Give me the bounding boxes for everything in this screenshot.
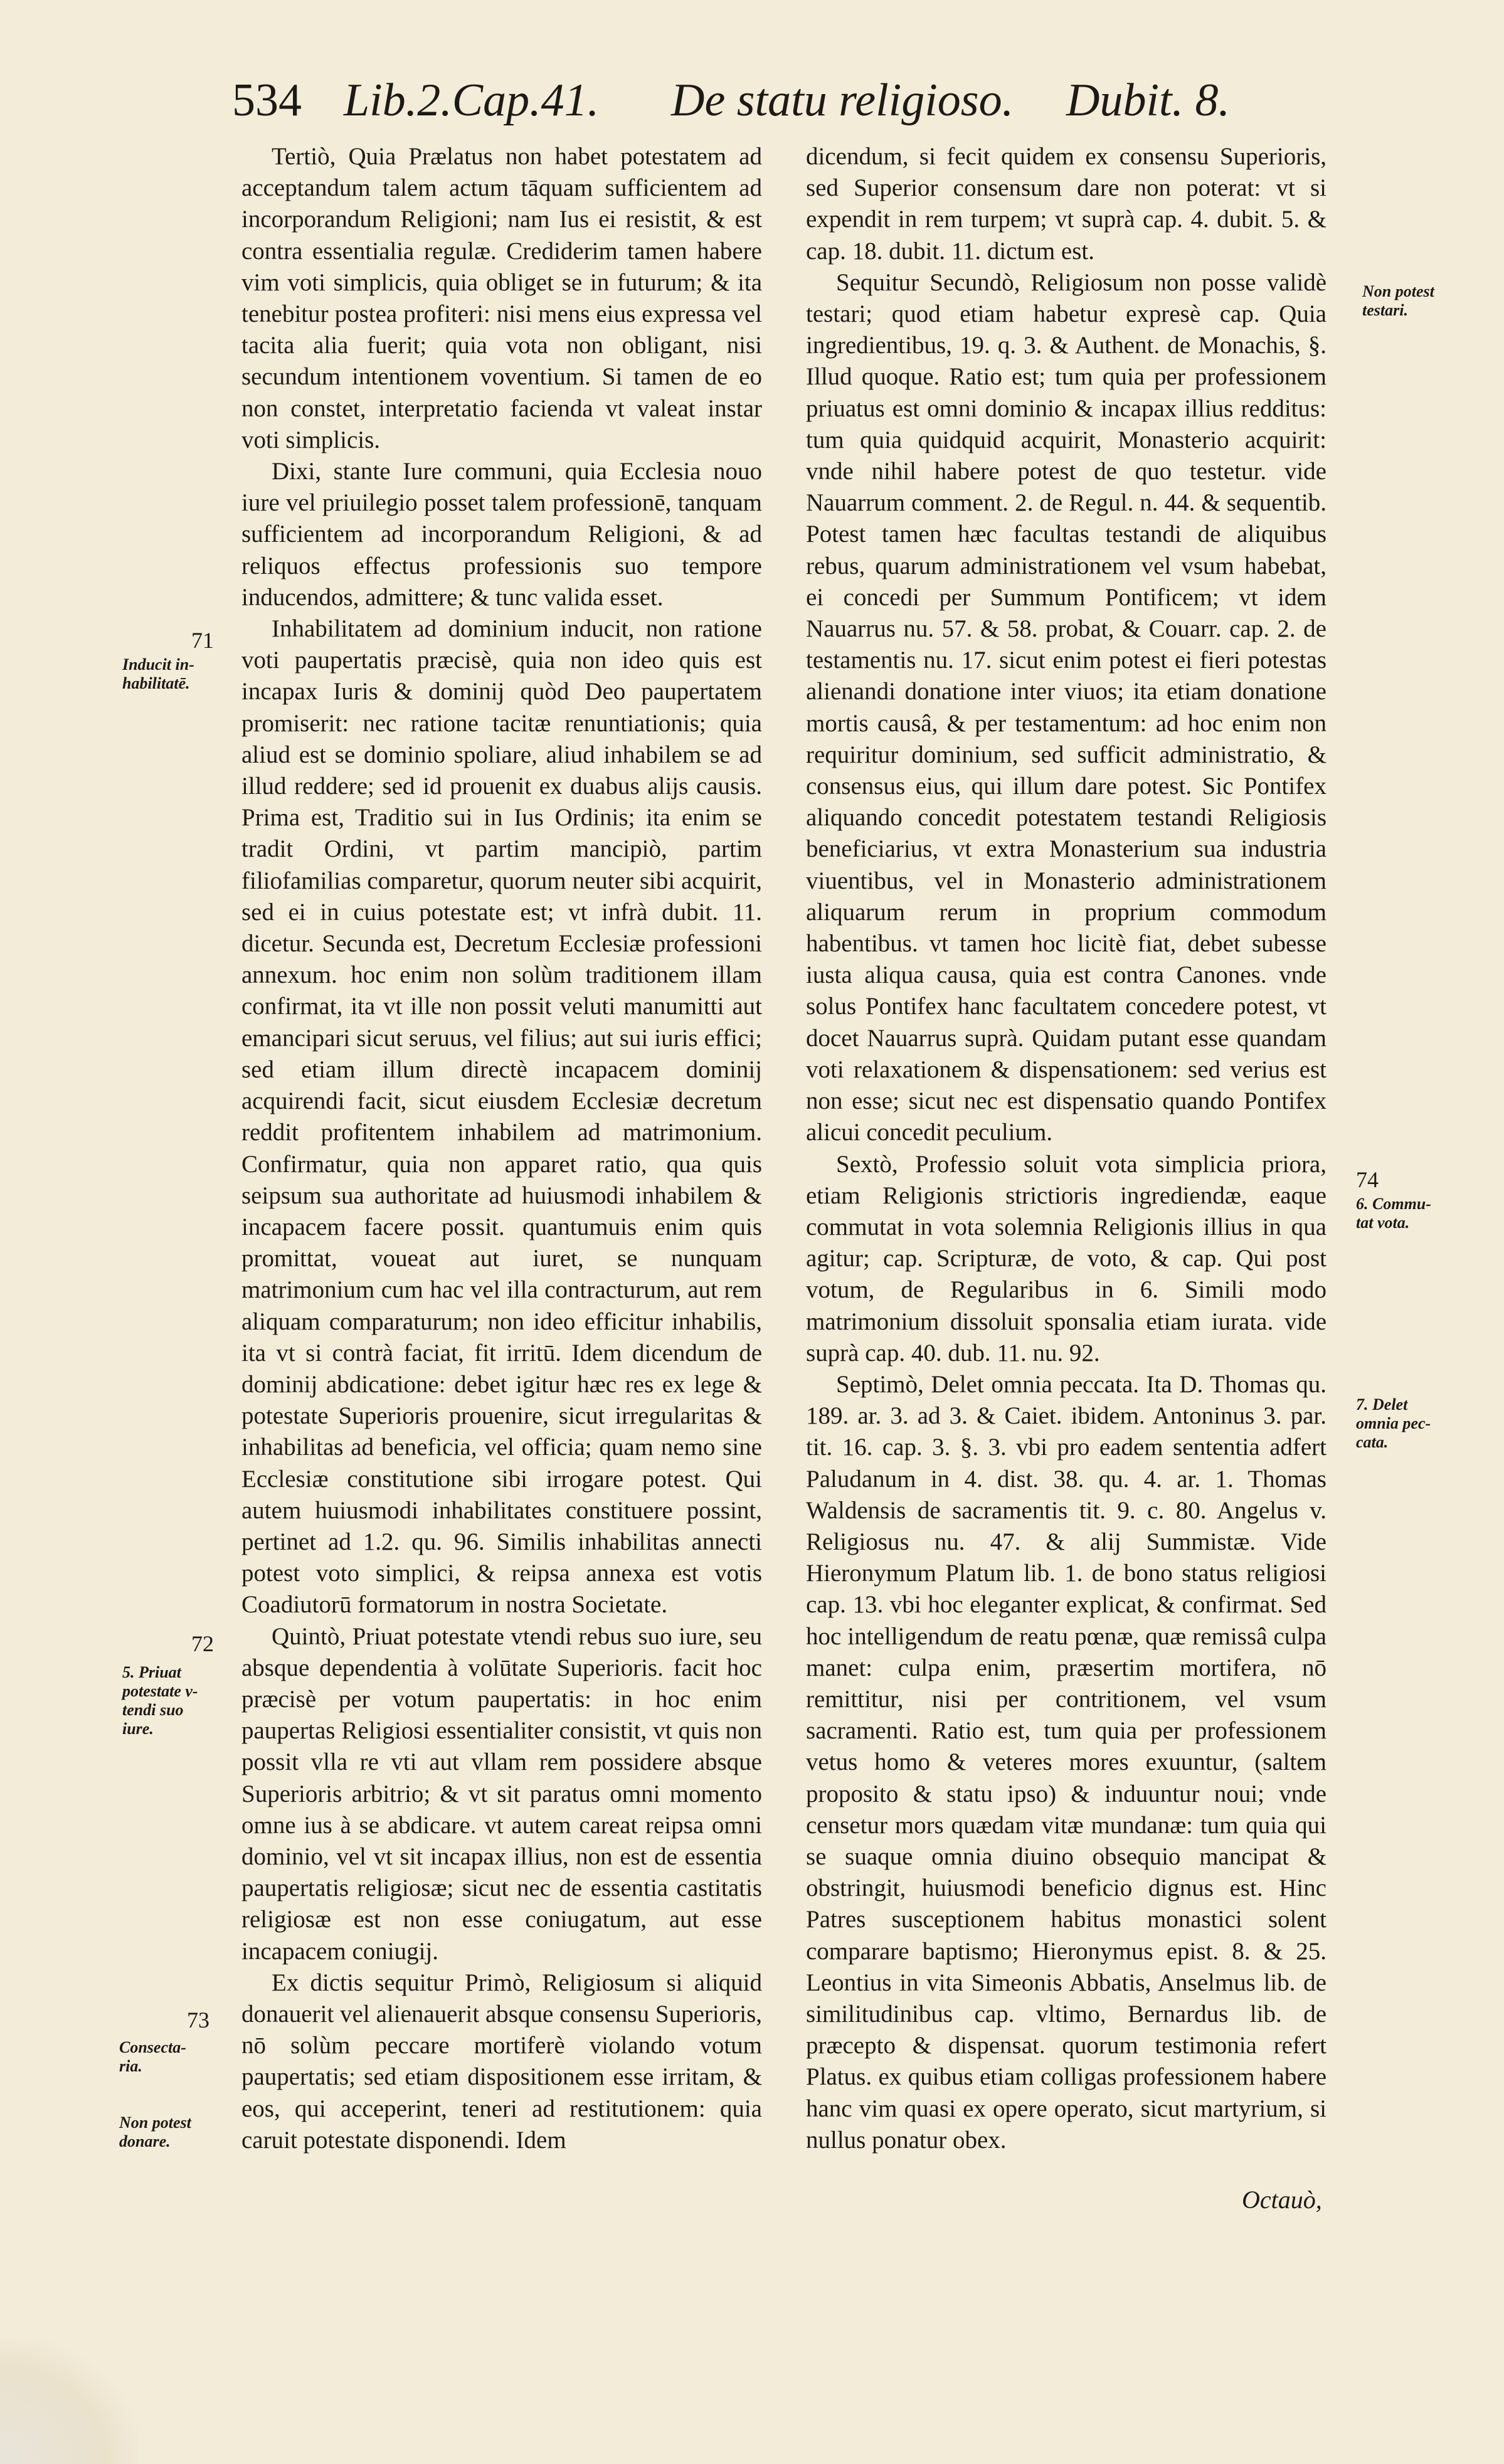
paragraph: Inhabilitatem ad dominium inducit, non ratione voti paupertatis præcisè, quia non ideo quis est incapax Iuris & dominij quòd Deo paupertatem promiserit: nec ratione tacitæ renuntiationis; quia aliud est se dominio spoliare, aliud inhabilem se ad illud reddere; sed id prouenit ex duabus alijs causis. Prima est, Traditio sui in Ius Ordinis; ita enim se tradit Ordini, vt partim mancipiò, partim filiofamilias comparetur, quorum neuter sibi acquirit, sed ei in cuius potestate est; vt infrà dubit. 11. dicetur. Secunda est, Decretum Ecclesiæ professioni annexum. hoc enim non solùm traditionem illam confirmat, ita vt ille non possit veluti manumitti aut emancipari sicut seruus, vel filius; aut sui iuris effici; sed etiam illum directè incapacem dominij acquirendi facit, sicut eiusdem Ecclesiæ decretum reddit profitentem inhabilem ad matrimonium. Confirmatur, quia non apparet ratio, qua quis seipsum sua authoritate ad huiusmodi inhabilem & incapacem facere possit. quantumuis enim quis promittat, voueat aut iuret, se nunquam matrimonium cum hac vel illa contracturum, aut rem aliquam comparaturum; non ideo efficitur inhabilis, ita vt si contrà faciat, fit irritū. Idem dicendum de dominij abdicatione: debet igitur hæc res ex lege & potestate Superioris prouenire, sicut irregularitas & inhabilitas ad beneficia, vel officia; quam nemo sine Ecclesiæ constitutione sibi irrogare potest. Qui autem huiusmodi inhabilitates constituere possint, pertinet ad 1.2. qu. 96. Similis inhabilitas annecti potest voto simplici, & reipsa annexa est votis Coadiutorū formatorum in nostra Societate. <box>241 615 762 1619</box>
margin-note-line: ria. <box>119 2057 142 2075</box>
margin-note-consectaria <box>119 2038 186 2076</box>
margin-note-line: tat vota. <box>1356 1213 1410 1232</box>
right-column <box>806 141 1327 2156</box>
paragraph: Sextò, Professio soluit vota simplicia priora, etiam Religionis strictioris ingrediendæ, eaque commutat in vota solemnia Religionis illius in qua agitur; cap. Scripturæ, de voto, & cap. Qui post votum, de Regularibus in 6. Simili modo matrimonium dissoluit sponsalia etiam iurata. vide suprà cap. 40. dub. 11. nu. 92. <box>806 1150 1327 1367</box>
margin-note-non-potest-donare <box>119 2113 191 2151</box>
margin-note-line: 5. Priuat <box>122 1663 181 1681</box>
page-number: 534 <box>232 75 302 126</box>
paper-wear <box>0 2339 138 2464</box>
running-header <box>232 74 1261 143</box>
margin-note-inhabilitas <box>122 655 194 693</box>
margin-note-priuat <box>122 1663 198 1738</box>
margin-note-line: tendi suo <box>122 1701 184 1719</box>
margin-note-line: potestate v- <box>122 1682 198 1700</box>
margin-note-line: 7. Delet <box>1356 1395 1408 1414</box>
margin-note-line: donare. <box>119 2132 171 2150</box>
margin-number-71: 71 <box>191 628 214 653</box>
margin-note-line: Non potest <box>119 2113 191 2132</box>
margin-number-74: 74 <box>1356 1167 1379 1192</box>
paragraph: Sequitur Secundò, Religiosum non posse validè testari; quod etiam habetur expresè cap. Quia ingredientibus, 19. q. 3. & Authent. de Monachis, §. Illud quoque. Ratio est; tum quia per professionem priuatus est omni dominio & incapax illius redditus: tum quia quidquid acquirit, Monasterio acquirit: vnde nihil habere potest de quo testetur. vide Nauarrum comment. 2. de Regul. n. 44. & sequentib. Potest tamen hæc facultas testandi de aliquibus rebus, quarum administrationem vel vsum habebat, ei concedi per Summum Pontificem; vt idem Nauarrus nu. 57. & 58. probat, & Couarr. cap. 2. de testamentis nu. 17. sicut enim potest ei fieri potestas alienandi donatione inter viuos; ita etiam donatione mortis causâ, & per testamentum: ad hoc enim non requiritur dominium, sed sufficit administratio, & consensus eius, qui illum dare potest. Sic Pontifex aliquando concedit potestatem testandi Religiosis beneficiarius, vt extra Monasterium sua industria viuentibus, vel in Monasterio administrationem aliquarum rerum in proprium commodum habentibus. vt tamen hoc licitè fiat, debet subesse iusta aliqua causa, quia est contra Canones. vnde solus Pontifex hanc facultatem concedere potest, vt docet Nauarrus suprà. Quidam putant esse quandam voti relaxationem & dispensationem: sed verius est non esse; sicut nec est dispensatio quando Pontifex alicui concedit peculium. <box>806 268 1327 1146</box>
header-dubium: Dubit. 8. <box>1066 75 1231 126</box>
paragraph: Ex dictis sequitur Primò, Religiosum si aliquid donauerit vel alienauerit absque consensu Superioris, nō solùm peccare mortiferè violando votum paupertatis; sed etiam dispositionem esse irritam, & eos, qui acceperint, teneri ad restitutionem: quia caruit potestate disponendi. Idem <box>241 1969 762 2154</box>
paragraph: dicendum, si fecit quidem ex consensu Superioris, sed Superior consensum dare non poterat: vt si expendit in rem turpem; vt suprà cap. 4. dubit. 5. & cap. 18. dubit. 11. dictum est. <box>806 143 1327 265</box>
book-chapter-reference: Lib.2.Cap.41. <box>344 75 600 126</box>
margin-note-line: Consecta- <box>119 2038 186 2056</box>
margin-note-non-potest-testari <box>1362 282 1434 320</box>
margin-note-line: cata. <box>1356 1433 1389 1451</box>
margin-note-line: omnia pec- <box>1356 1414 1431 1432</box>
margin-number-73: 73 <box>187 2007 209 2033</box>
margin-note-line: Inducit in- <box>122 655 194 674</box>
paragraph: Tertiò, Quia Prælatus non habet potestatem ad acceptandum talem actum tāquam sufficientem ad incorporandum Religioni; nam Ius ei resistit, & est contra essentialia regulæ. Crediderim tamen habere vim voti simplicis, quia obliget se in futurum; & ita tenebitur postea profiteri: nisi mens eius expressa vel tacita alia fuerit; quia vota non obligant, nisi secundum intentionem voventium. Si tamen de eo non constet, interpretatio facienda vt valeat instar voti simplicis. <box>241 143 762 453</box>
margin-note-line: Non potest <box>1362 282 1434 300</box>
paragraph: Dixi, stante Iure communi, quia Ecclesia nouo iure vel priuilegio posset talem professionē, tanquam sufficientem ad incorporandum Religioni, & ad reliquos effectus professionis suo tempore inducendos, admittere; & tunc valida esset. <box>241 458 762 611</box>
paragraph: Septimò, Delet omnia peccata. Ita D. Thomas qu. 189. ar. 3. ad 3. & Caiet. ibidem. Antoninus 3. par. tit. 16. cap. 3. §. 3. vbi pro eadem sententia adfert Paludanum in 4. dist. 38. qu. 4. ar. 1. Thomas Waldensis de sacramentis tit. 9. c. 80. Angelus v. Religiosus nu. 47. & alij Summistæ. Vide Hieronymum Platum lib. 1. de bono status religiosi cap. 13. vbi hoc eleganter explicat, & confirmat. Sed hoc intelligendum de reatu pœnæ, quæ remissâ culpa manet: culpa enim, præsertim mortifera, nō remittitur, nisi per contritionem, vel vsum sacramenti. Ratio est, tum quia per professionem vetus homo & veteres mores exuuntur, (saltem proposito & statu ipso) & induuntur noui; vnde censetur mors quædam vitæ mundanæ: tum quia qui se suaque omnia diuino obsequio mancipat & obstringit, huiusmodi beneficio dignus est. Hinc Patres susceptionem habitus monastici solent comparare baptismo; Hieronymus epist. 8. & 25. Leontius in vita Simeonis Abbatis, Anselmus lib. de similitudinibus cap. vltimo, Bernardus lib. de præcepto & dispensat. quorum testimonia refert Platus. ex quibus etiam colligas professionem habere hanc vim quasi ex opere operato, sicut martyrium, si nullus ponatur obex. <box>806 1370 1327 2154</box>
margin-note-line: 6. Commu- <box>1356 1195 1431 1213</box>
header-topic: De statu religioso. <box>671 75 1014 126</box>
margin-note-commutat <box>1356 1195 1431 1232</box>
left-column <box>241 141 762 2156</box>
paragraph: Quintò, Priuat potestate vtendi rebus suo iure, seu absque dependentia à volūtate Superioris. facit hoc præcisè per votum paupertatis: in hoc enim paupertas Religiosi essentialiter consistit, vt quis non possit vlla re vti aut vllam rem possidere absque Superioris arbitrio; & vt sit paratus omni momento omne ius à se abdicare. vt autem careat reipsa omni dominio, vel vt sit incapax illius, non est de essentia paupertatis religiosæ; sicut nec de essentia castitatis religiosæ est non esse coniugatum, aut esse incapacem coniugij. <box>241 1622 762 1965</box>
margin-number-72: 72 <box>191 1631 214 1656</box>
margin-note-line: testari. <box>1362 301 1408 319</box>
margin-note-line: iure. <box>122 1720 154 1738</box>
catchword: Octauò, <box>1242 2186 1322 2214</box>
margin-note-delet <box>1356 1395 1431 1452</box>
margin-note-line: habilitatē. <box>122 674 190 692</box>
